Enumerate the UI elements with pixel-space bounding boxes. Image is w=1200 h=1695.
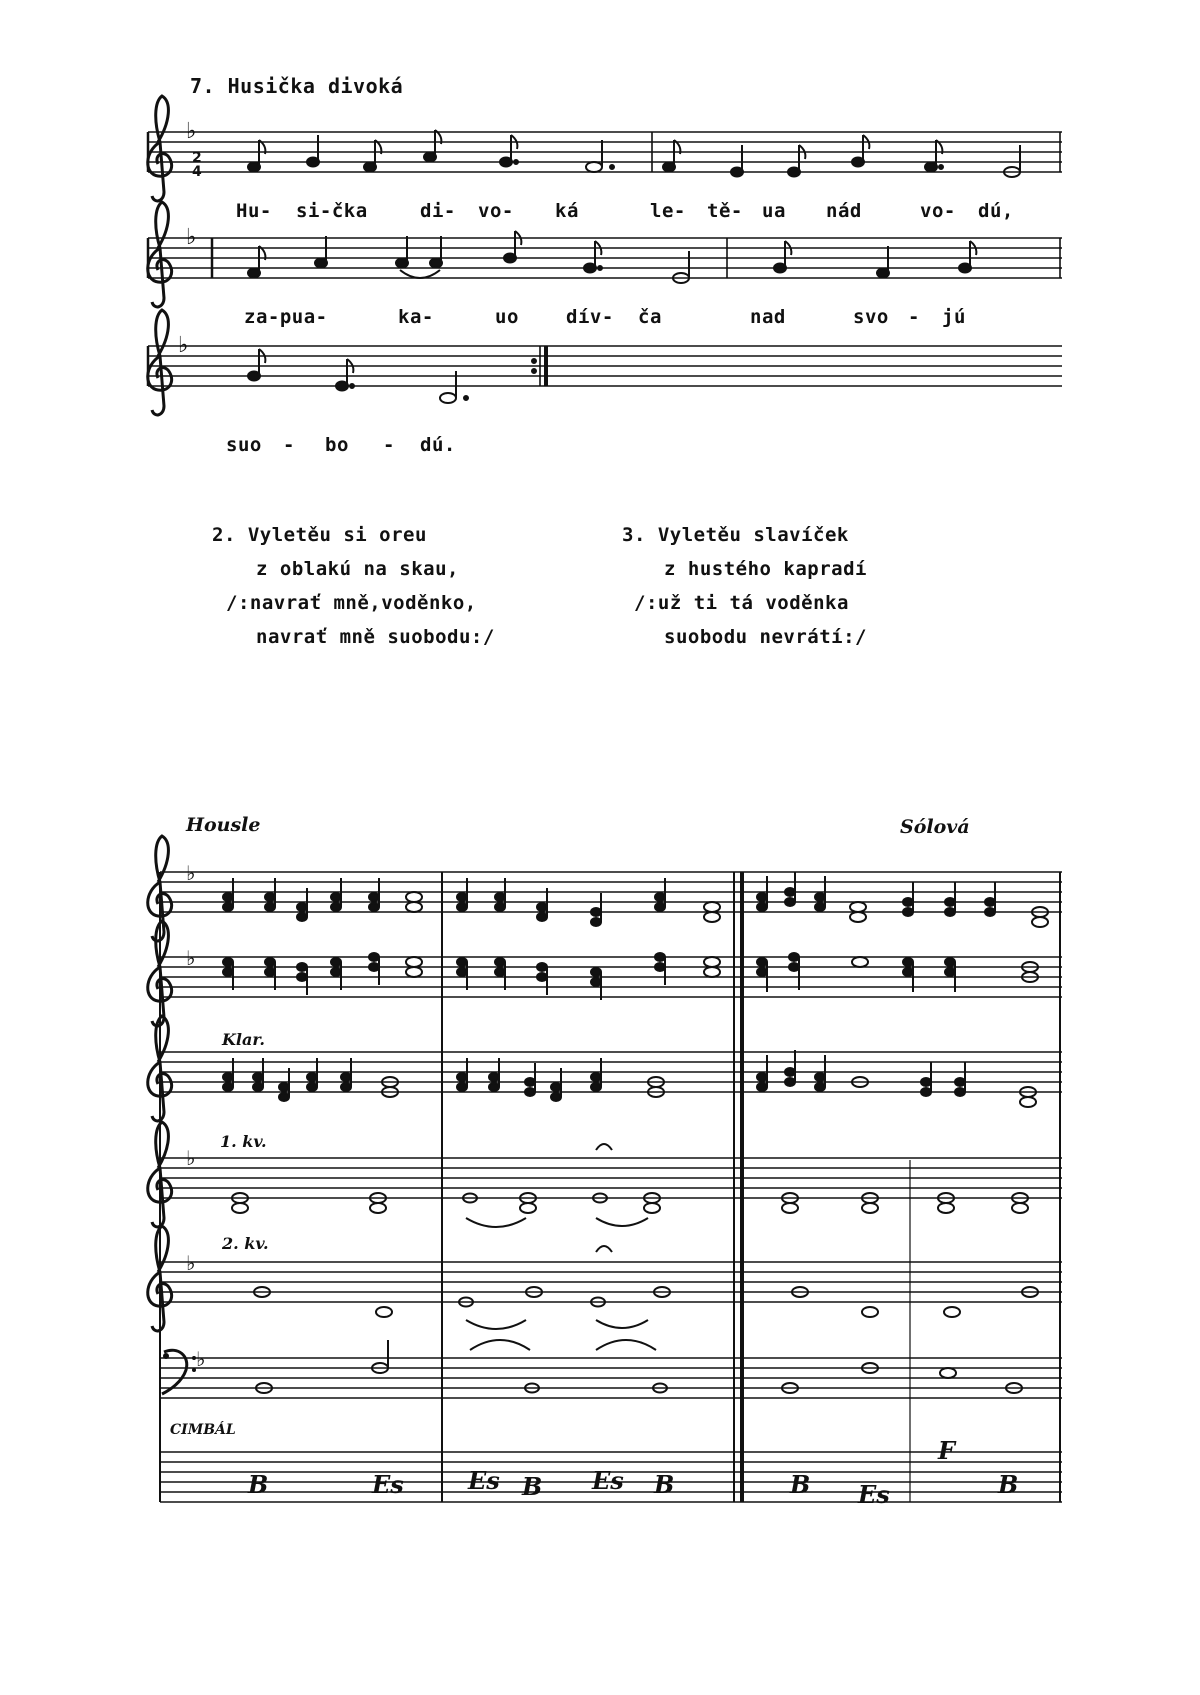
svg-text:♭: ♭ bbox=[186, 946, 196, 970]
melody-staff-2 bbox=[148, 238, 1062, 278]
verse-3-line: z hustého kapradí bbox=[664, 558, 867, 580]
ensemble-staves bbox=[160, 872, 1062, 1502]
ensemble-notes bbox=[223, 872, 1048, 1393]
lyric-syllable: za-pua- bbox=[244, 306, 328, 328]
cimbal-chord: F bbox=[938, 1436, 956, 1465]
cimbal-chord: B bbox=[998, 1470, 1019, 1499]
lyric-syllable: ča bbox=[638, 306, 662, 328]
lyric-syllable: - bbox=[283, 434, 295, 456]
cimbal-chord: B bbox=[248, 1470, 269, 1499]
verse-2-line: 2. Vyletěu si oreu bbox=[212, 524, 427, 546]
lyric-syllable: ká bbox=[555, 200, 579, 222]
lyric-syllable: ka- bbox=[398, 306, 434, 328]
label-housle: Housle bbox=[186, 814, 261, 836]
svg-text:♭: ♭ bbox=[186, 119, 197, 144]
svg-text:4: 4 bbox=[192, 164, 202, 180]
cimbal-chord: B bbox=[654, 1470, 675, 1499]
verse-3-line: 3. Vyletěu slavíček bbox=[622, 524, 849, 546]
melody-staff-3 bbox=[148, 346, 1062, 386]
lyric-syllable: ua bbox=[762, 200, 786, 222]
verse-2-line: z oblakú na skau, bbox=[256, 558, 459, 580]
cimbal-chord: Es bbox=[372, 1470, 404, 1499]
svg-text:♭: ♭ bbox=[186, 225, 197, 250]
cimbal-chord: B bbox=[790, 1470, 811, 1499]
label-klarinet: Klar. bbox=[222, 1030, 265, 1049]
song-title: 7. Husička divoká bbox=[190, 74, 404, 98]
lyric-syllable: dú. bbox=[420, 434, 456, 456]
svg-text:♭: ♭ bbox=[178, 333, 189, 358]
label-cimbal: CIMBÁL bbox=[170, 1422, 236, 1438]
lyric-syllable: le- bbox=[650, 200, 686, 222]
lyric-syllable: dív- bbox=[566, 306, 614, 328]
svg-text:2: 2 bbox=[192, 150, 202, 166]
lyric-syllable: nád bbox=[826, 200, 862, 222]
verse-3-line: /:už ti tá voděnka bbox=[634, 592, 849, 614]
lyric-syllable: - bbox=[908, 306, 920, 328]
lyric-syllable: dú, bbox=[978, 200, 1014, 222]
label-viola-2: 2. kv. bbox=[222, 1234, 269, 1253]
lyric-syllable: svo bbox=[853, 306, 889, 328]
svg-text:♭: ♭ bbox=[186, 861, 196, 885]
lyric-syllable: tě- bbox=[707, 200, 743, 222]
lyric-syllable: bo bbox=[325, 434, 349, 456]
cimbal-chord: B bbox=[522, 1472, 543, 1501]
lyric-syllable: - bbox=[383, 434, 395, 456]
lyric-syllable: jú bbox=[942, 306, 966, 328]
lyric-syllable: nad bbox=[750, 306, 786, 328]
lyric-syllable: vo- bbox=[478, 200, 514, 222]
lyric-syllable: si-čka bbox=[296, 200, 368, 222]
ensemble-key-signatures bbox=[186, 861, 205, 1371]
verse-3-line: suobodu nevrátí:/ bbox=[664, 626, 867, 648]
lyric-syllable: Hu- bbox=[236, 200, 272, 222]
melody-notes bbox=[248, 130, 1020, 403]
ensemble-clefs bbox=[148, 836, 196, 1394]
label-viola-1: 1. kv. bbox=[220, 1132, 267, 1151]
verse-2-line: /:navrať mně,voděnko, bbox=[226, 592, 477, 614]
cimbal-chord: Es bbox=[468, 1466, 500, 1495]
verse-2-line: navrať mně suobodu:/ bbox=[256, 626, 495, 648]
label-solova: Sólová bbox=[900, 816, 970, 838]
svg-text:♭: ♭ bbox=[196, 1347, 206, 1371]
svg-text:♭: ♭ bbox=[186, 1146, 196, 1170]
lyric-syllable: uo bbox=[495, 306, 519, 328]
cimbal-chord: Es bbox=[858, 1480, 890, 1509]
svg-text:♭: ♭ bbox=[186, 1251, 196, 1275]
lyric-syllable: suo bbox=[226, 434, 262, 456]
cimbal-chord: Es bbox=[592, 1466, 624, 1495]
lyric-syllable: vo- bbox=[920, 200, 956, 222]
lyric-syllable: di- bbox=[420, 200, 456, 222]
